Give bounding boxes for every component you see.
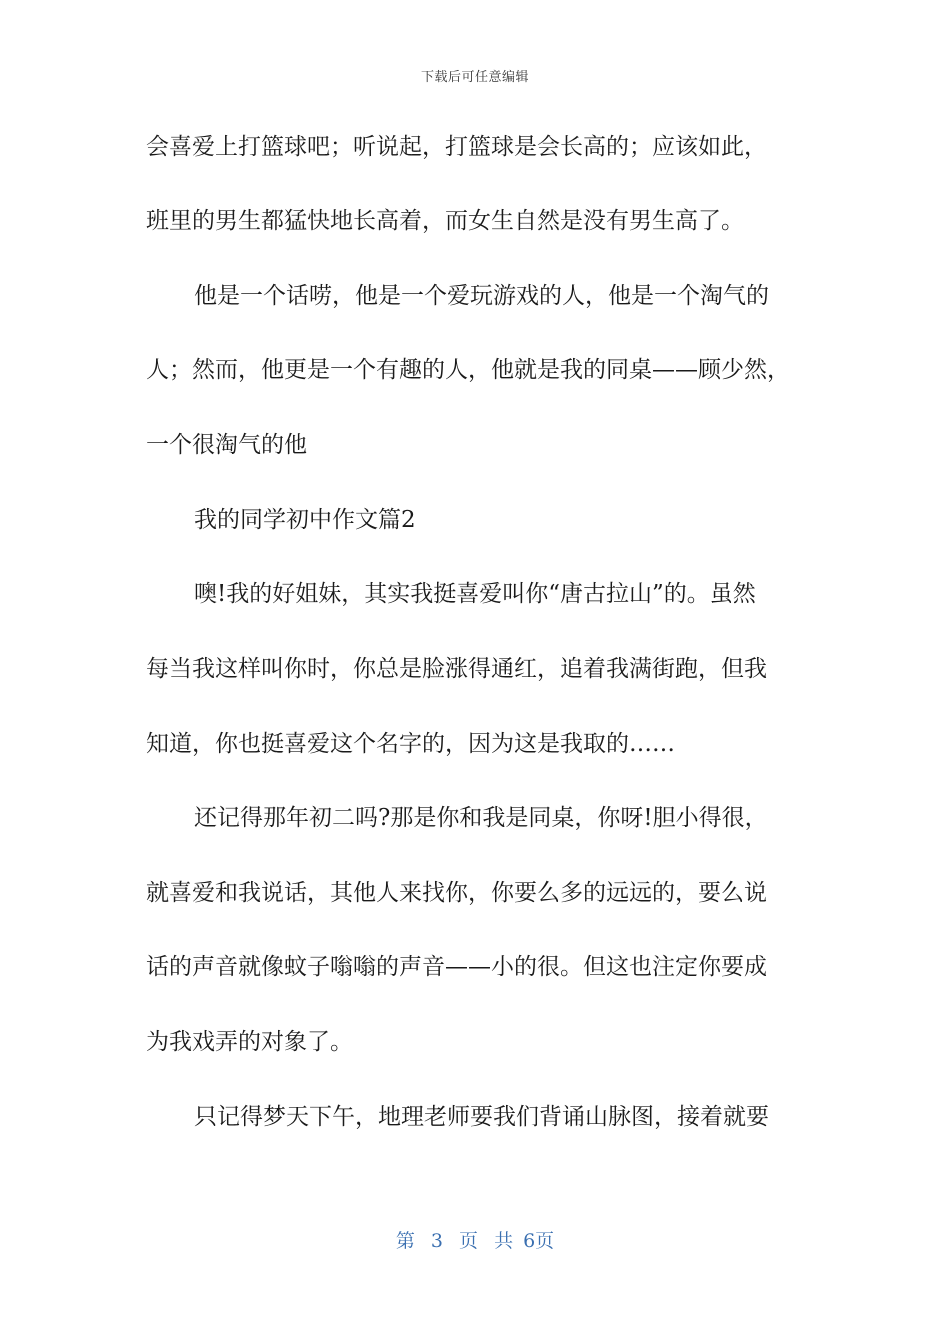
text-line: 一个很淘气的他: [146, 432, 307, 458]
text-line: 噢!我的好姐妹，其实我挺喜爱叫你“唐古拉山”的。虽然: [194, 581, 756, 607]
section-heading: 我的同学初中作文篇2: [194, 507, 416, 533]
text-line: 就喜爱和我说话，其他人来找你，你要么多的远远的，要么说: [146, 880, 767, 906]
footer-label-of: 页: [459, 1230, 479, 1252]
text-line: 还记得那年初二吗?那是你和我是同桌，你呀!胆小得很，: [194, 805, 768, 831]
text-line: 知道，你也挺喜爱这个名字的，因为这是我取的……: [146, 731, 675, 757]
text-line: 话的声音就像蚊子嗡嗡的声音——小的很。但这也注定你要成: [146, 954, 767, 980]
text-line: 为我戏弄的对象了。: [146, 1029, 353, 1055]
text-line: 会喜爱上打篮球吧；听说起，打篮球是会长高的；应该如此，: [146, 134, 767, 160]
text-line: 每当我这样叫你时，你总是脸涨得通红，追着我满街跑，但我: [146, 656, 767, 682]
text-line: 班里的男生都猛快地长高着，而女生自然是没有男生高了。: [146, 208, 744, 234]
page-header: 下载后可任意编辑: [420, 70, 529, 85]
footer-label-page: 第: [395, 1230, 415, 1252]
footer-current-page: 3: [430, 1230, 443, 1252]
text-line: 他是一个话唠，他是一个爱玩游戏的人，他是一个淘气的: [194, 283, 769, 309]
text-line: 只记得梦天下午，地理老师要我们背诵山脉图，接着就要: [194, 1104, 769, 1130]
text-line: 人；然而，他更是一个有趣的人，他就是我的同桌——顾少然，: [146, 357, 790, 383]
page-footer: [0, 1226, 950, 1253]
footer-total-pages: 6页: [523, 1230, 555, 1252]
footer-label-total: 共: [494, 1230, 514, 1252]
